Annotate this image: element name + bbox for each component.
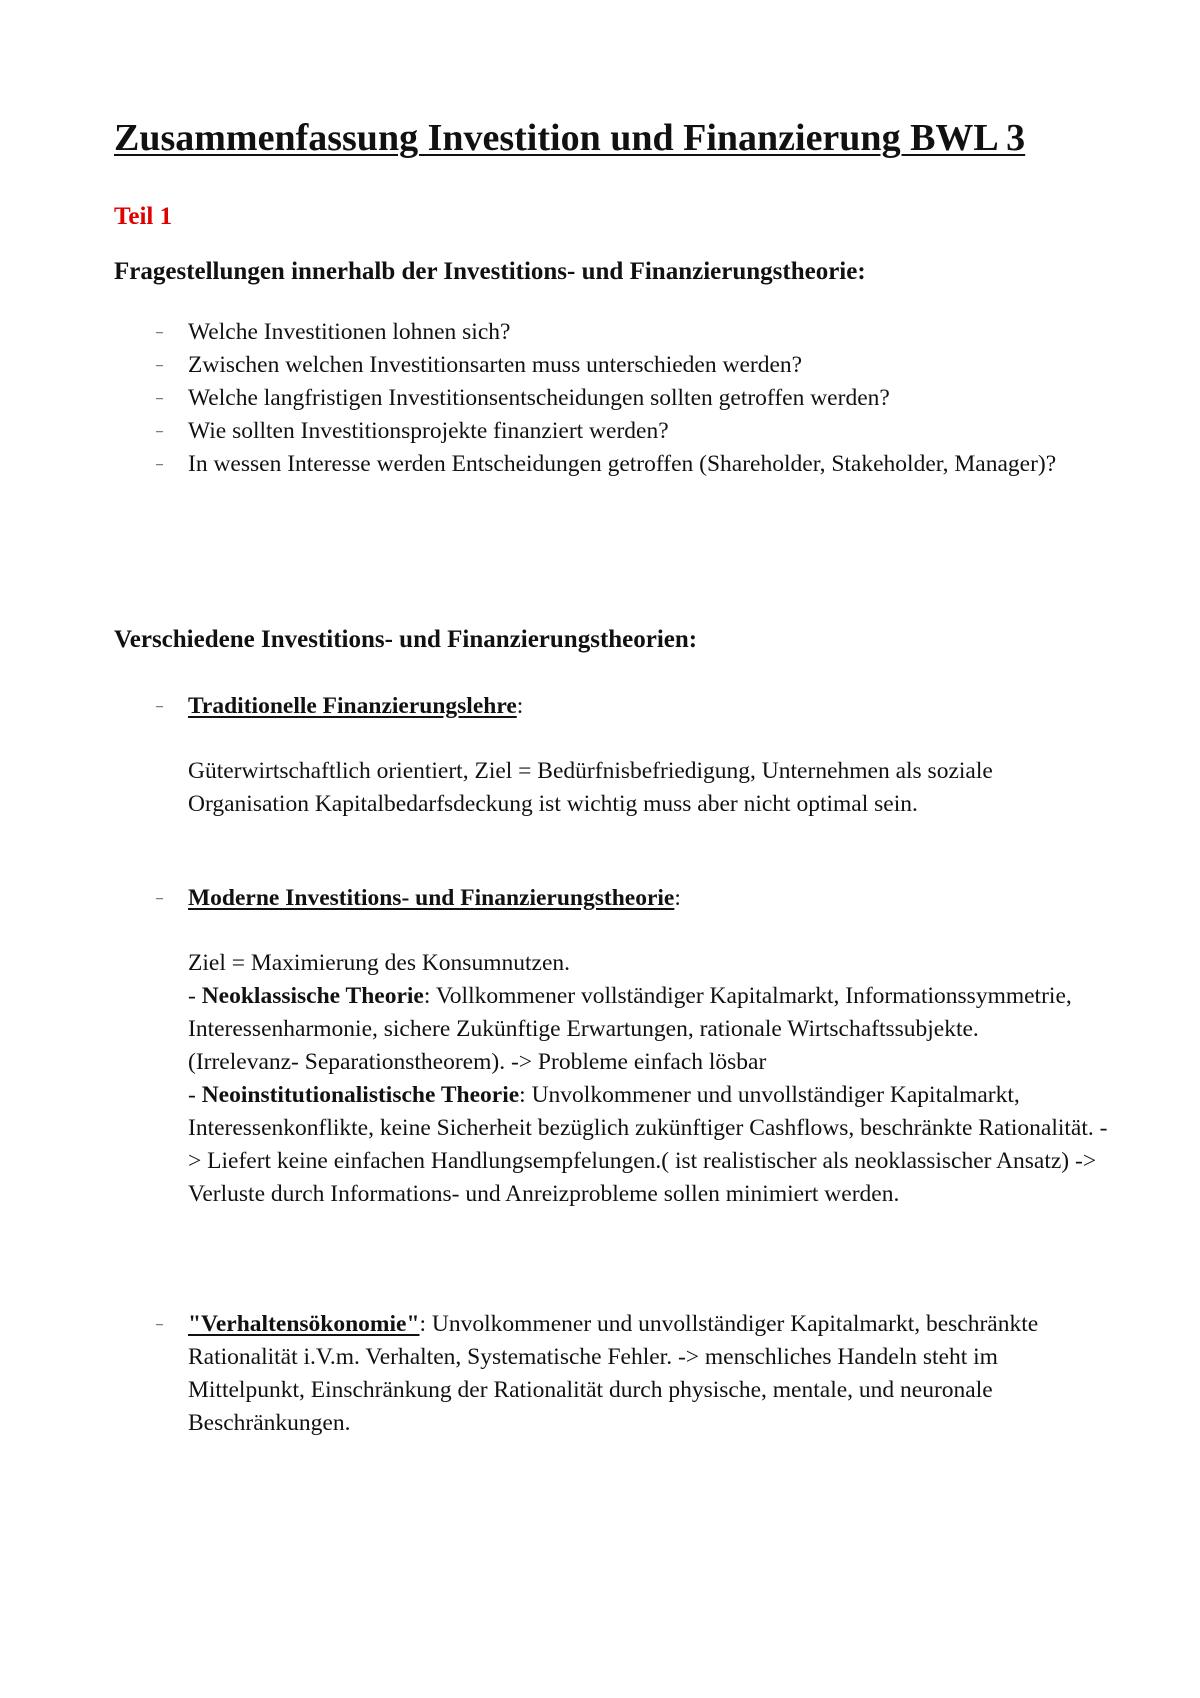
bullet-dash: – — [156, 699, 163, 714]
traditional-text: Güterwirtschaftlich orientiert, Ziel = Bedürfnisbefriedigung, Unternehmen als soziale Organisation Kapitalbedarfsdeckung ist wichtig muss aber nicht optimal sein. — [188, 758, 993, 817]
heading-colon: : — [674, 885, 681, 911]
traditional-heading: Traditionelle Finanzierungslehre — [188, 693, 517, 719]
bullet-dash: – — [156, 391, 163, 406]
list-item — [114, 415, 1104, 448]
bullet-dash: – — [156, 1317, 163, 1332]
document-title: Zusammenfassung Investition und Finanzierung BWL 3 — [114, 117, 1026, 159]
neoclassical-label: Neoklassische Theorie — [201, 983, 424, 1009]
paragraph-prefix: - — [188, 983, 202, 1009]
section-heading-theories: Verschiedene Investitions- und Finanzierungstheorien: — [114, 626, 698, 653]
theory-behavioral — [114, 1308, 1154, 1440]
section-heading-questions: Fragestellungen innerhalb der Investitions- und Finanzierungstheorie: — [114, 258, 866, 285]
behavioral-text: : Unvolkommener und unvollständiger Kapitalmarkt, beschränkte Rationalität i.V.m. Verhalten, Systematische Fehler. -> menschliches Handeln steht im Mittelpunkt, Einschränkung der Rationalität durch physische, mentale, und neuronale Beschränkungen. — [188, 1311, 1039, 1436]
list-item — [114, 448, 1058, 481]
list-item — [114, 382, 1104, 415]
modern-heading: Moderne Investitions- und Finanzierungstheorie — [188, 885, 675, 911]
neoclassical-paragraph — [114, 980, 1088, 1079]
bullet-dash: – — [156, 424, 163, 439]
theory-traditional — [114, 690, 1104, 723]
modern-description — [114, 947, 1154, 1211]
neoclassical-text: : Vollkommener vollständiger Kapitalmarkt, Informationssymmetrie, Interessenharmonie, sichere Zukünftige Erwartungen, rationale Wirtschaftssubjekte. (Irrelevanz- Separationstheorem). -> Probleme einfach lösbar — [188, 983, 1072, 1075]
list-item — [114, 316, 1104, 349]
behavioral-heading: "Verhaltensökonomie" — [188, 1311, 420, 1337]
theory-modern — [114, 882, 1104, 915]
part-label: Teil 1 — [114, 203, 173, 230]
neoinstitutional-text: : Unvolkommener und unvollständiger Kapitalmarkt, Interessenkonflikte, keine Sicherheit bezüglich zukünftiger Cashflows, beschränkte Rationalität. -> Liefert keine einfachen Handlungsempfelungen.( ist realistischer als neoklassischer Ansatz) -> Verluste durch Informations- und Anreizprobleme sollen minimiert werden. — [188, 1082, 1108, 1207]
heading-colon: : — [516, 693, 524, 719]
bullet-dash: – — [156, 457, 163, 472]
neoinstitutional-label: Neoinstitutionalistische Theorie — [201, 1082, 520, 1108]
bullet-dash: – — [156, 325, 163, 340]
list-item — [114, 349, 1104, 382]
list-item — [114, 690, 1104, 723]
bullet-dash: – — [156, 358, 163, 373]
question-text: In wessen Interesse werden Entscheidungen getroffen (Shareholder, Stakeholder, Manager)? — [188, 451, 1057, 477]
question-text: Zwischen welchen Investitionsarten muss unterschieden werden? — [188, 352, 803, 378]
modern-goal: Ziel = Maximierung des Konsumnutzen. — [188, 950, 571, 976]
traditional-description — [114, 755, 1114, 821]
bullet-dash: – — [156, 891, 163, 906]
neoinstitutional-paragraph — [114, 1079, 1113, 1211]
question-list — [114, 316, 1104, 481]
question-text: Welche langfristigen Investitionsentscheidungen sollten getroffen werden? — [188, 385, 890, 411]
question-text: Wie sollten Investitionsprojekte finanziert werden? — [188, 418, 669, 444]
list-item — [114, 882, 1104, 915]
question-text: Welche Investitionen lohnen sich? — [188, 319, 511, 345]
list-item — [114, 1308, 1068, 1440]
paragraph-prefix: - — [188, 1082, 202, 1108]
